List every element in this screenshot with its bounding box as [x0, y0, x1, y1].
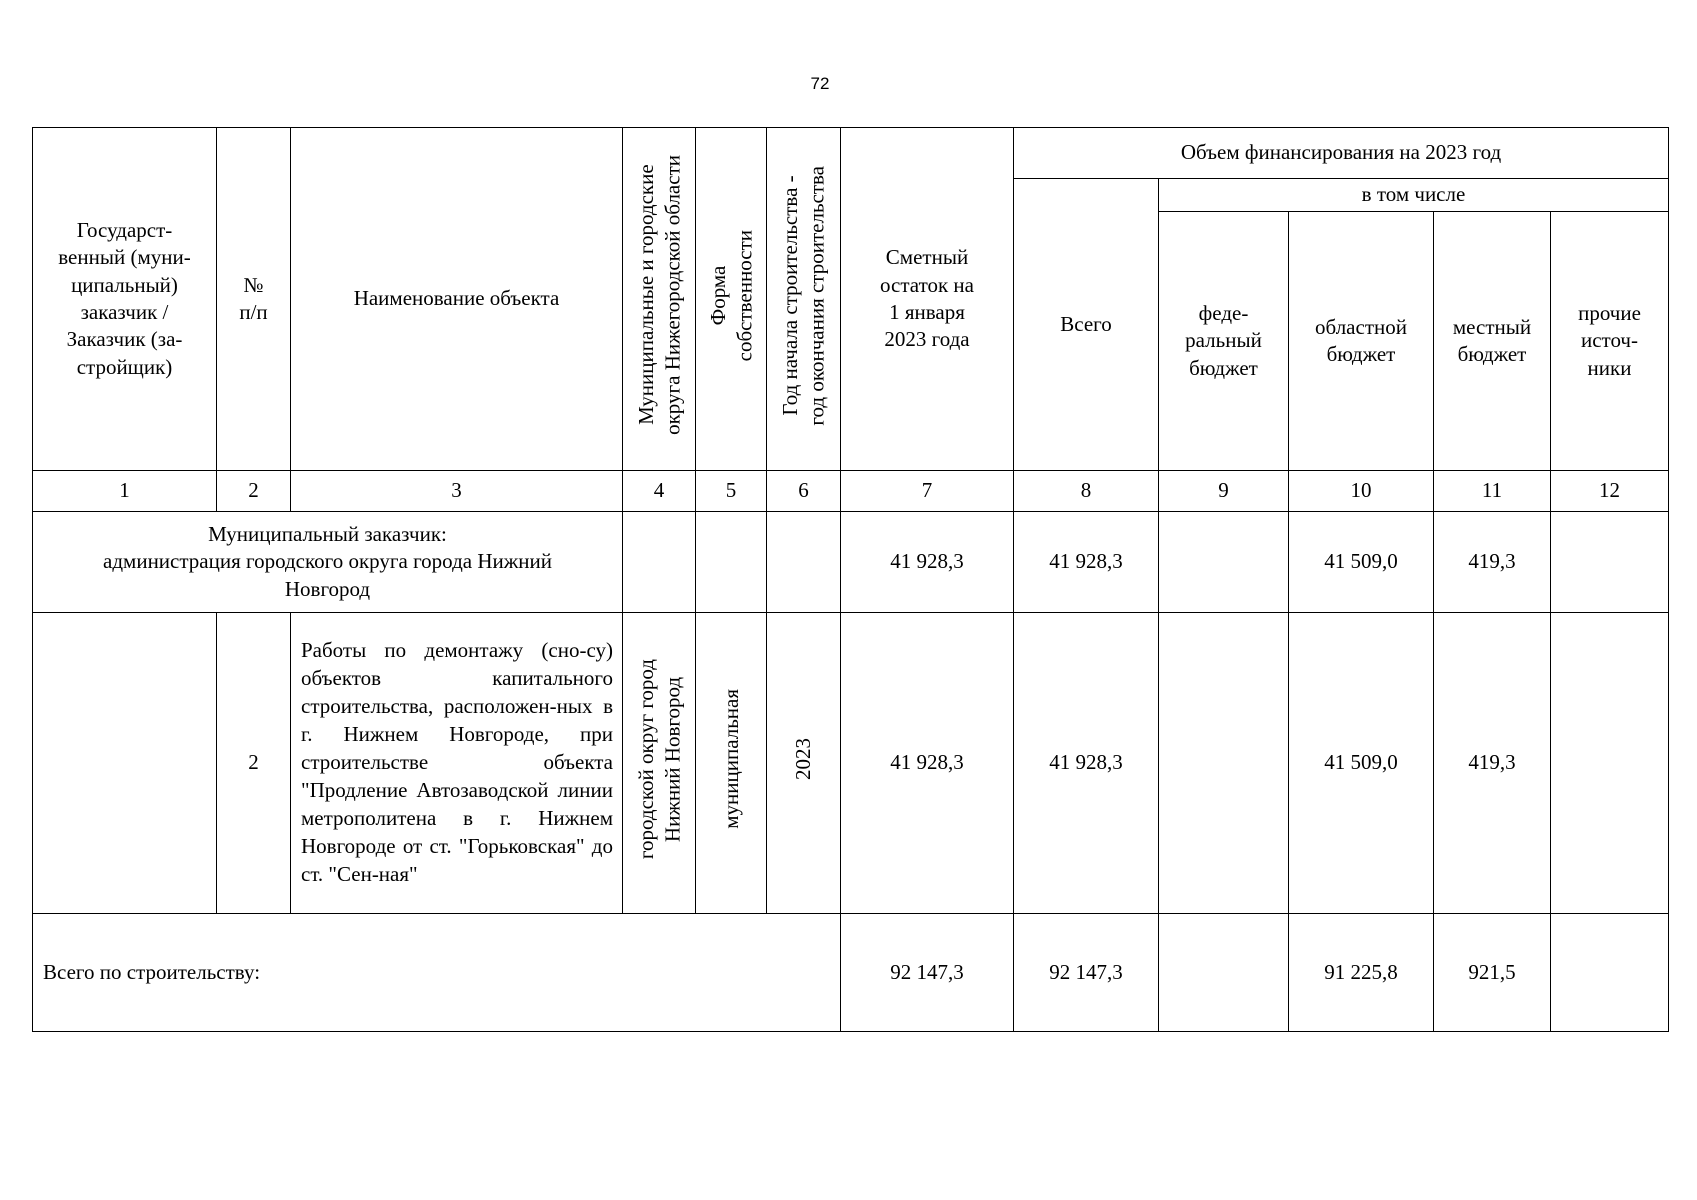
column-number: 12 [1551, 471, 1669, 512]
header-other [1551, 212, 1669, 471]
header-local-line: бюджет [1457, 342, 1527, 366]
total-label: Всего по строительству: [33, 914, 841, 1032]
customer-local: 419,3 [1434, 512, 1551, 613]
header-years-line: Год начала строительства - [778, 175, 803, 416]
object-customer-cell [33, 613, 217, 914]
column-number: 4 [623, 471, 696, 512]
header-federal-line: бюджет [1189, 355, 1258, 380]
object-regional: 41 509,0 [1289, 613, 1434, 914]
column-number: 6 [767, 471, 841, 512]
customer-estimate: 41 928,3 [841, 512, 1014, 613]
header-number-line: п/п [239, 300, 268, 324]
object-row [33, 613, 1669, 914]
header-years [767, 128, 841, 471]
column-number: 11 [1434, 471, 1551, 512]
total-local: 921,5 [1434, 914, 1551, 1032]
header-regional-line: областной [1315, 314, 1407, 339]
column-number: 3 [291, 471, 623, 512]
header-local [1434, 212, 1551, 471]
financing-table [32, 127, 1669, 1032]
header-estimate-line: 2023 года [884, 327, 970, 352]
header-number [217, 128, 291, 471]
total-regional: 91 225,8 [1289, 914, 1434, 1032]
header-other-line: ники [1587, 355, 1632, 380]
header-federal-line: феде- [1198, 301, 1249, 326]
object-name: Работы по демонтажу (сно-су) объектов капитального строительства, расположен-ных в г. Нижнем Новгороде, при строительстве объекта "Продление Автозаводской линии метрополитена в г. Нижнем Новгороде от ст. "Горьковская" до ст. "Сен-ная" [301, 638, 613, 886]
header-total: Всего [1014, 179, 1159, 471]
object-years-cell [767, 613, 841, 914]
customer-years-cell [767, 512, 841, 613]
total-total: 92 147,3 [1014, 914, 1159, 1032]
total-federal [1159, 914, 1289, 1032]
object-number: 2 [217, 613, 291, 914]
object-municipality-line: городской округ город [633, 659, 658, 860]
header-customer-line: ципальный) [71, 272, 178, 297]
object-other [1551, 613, 1669, 914]
column-number: 8 [1014, 471, 1159, 512]
header-estimate [841, 128, 1014, 471]
column-number: 9 [1159, 471, 1289, 512]
total-row [33, 914, 1669, 1032]
header-federal [1159, 212, 1289, 471]
header-municipality-line: Муниципальные и городские [633, 165, 658, 426]
header-row-top [33, 128, 1669, 179]
header-ownership [696, 128, 767, 471]
total-other [1551, 914, 1669, 1032]
header-number-line: № [243, 272, 264, 297]
customer-other [1551, 512, 1669, 613]
header-customer-line: заказчик / [80, 300, 169, 324]
header-municipality [623, 128, 696, 471]
header-object-name: Наименование объекта [291, 128, 623, 471]
header-customer-line: венный (муни- [58, 245, 191, 270]
column-number: 10 [1289, 471, 1434, 512]
object-local: 419,3 [1434, 613, 1551, 914]
header-federal-line: ральный [1185, 328, 1262, 353]
customer-label-line: Новгород [284, 576, 371, 601]
total-estimate: 92 147,3 [841, 914, 1014, 1032]
column-number: 2 [217, 471, 291, 512]
header-ownership-line: собственности [732, 229, 756, 362]
header-local-line: местный [1452, 314, 1532, 339]
customer-label-line: администрация городского округа города Нижний [103, 549, 552, 574]
header-years-line: год окончания строительства [804, 165, 829, 426]
customer-row [33, 512, 1669, 613]
customer-label-line: Муниципальный заказчик: [208, 522, 447, 547]
header-customer-line: Государст- [76, 218, 173, 243]
object-federal [1159, 613, 1289, 914]
object-total: 41 928,3 [1014, 613, 1159, 914]
object-ownership-cell [696, 613, 767, 914]
header-other-line: прочие [1578, 301, 1641, 326]
customer-regional: 41 509,0 [1289, 512, 1434, 613]
header-customer-line: Заказчик (за- [66, 327, 183, 352]
customer-federal [1159, 512, 1289, 613]
header-years-text [777, 166, 830, 426]
customer-ownership-cell [696, 512, 767, 613]
object-years: 2023 [791, 738, 816, 781]
object-municipality-cell [623, 613, 696, 914]
column-number: 5 [696, 471, 767, 512]
header-municipality-line: округа Нижегородской области [660, 155, 684, 436]
column-number: 1 [33, 471, 217, 512]
header-customer [33, 128, 217, 471]
column-number-row [33, 471, 1669, 512]
object-municipality-line: Нижний Новгород [660, 676, 684, 842]
header-funding-group: Объем финансирования на 2023 год [1014, 128, 1669, 179]
object-estimate: 41 928,3 [841, 613, 1014, 914]
column-number: 7 [841, 471, 1014, 512]
header-customer-line: стройщик) [76, 354, 173, 379]
header-estimate-line: остаток на [880, 272, 974, 297]
header-estimate-line: 1 января [889, 300, 965, 324]
header-including: в том числе [1159, 179, 1669, 212]
header-ownership-line: Форма [705, 265, 730, 326]
header-other-line: источ- [1581, 328, 1638, 353]
header-regional-line: бюджет [1326, 342, 1396, 366]
page-number: 72 [810, 74, 830, 93]
object-municipality [633, 659, 686, 859]
object-ownership: муниципальная [718, 689, 743, 830]
customer-label [33, 512, 623, 613]
object-name-cell [291, 613, 623, 914]
header-municipality-text [633, 155, 686, 435]
customer-total: 41 928,3 [1014, 512, 1159, 613]
header-regional [1289, 212, 1434, 471]
header-ownership-text [705, 230, 758, 361]
customer-municipality-cell [623, 512, 696, 613]
header-estimate-line: Сметный [885, 245, 969, 270]
